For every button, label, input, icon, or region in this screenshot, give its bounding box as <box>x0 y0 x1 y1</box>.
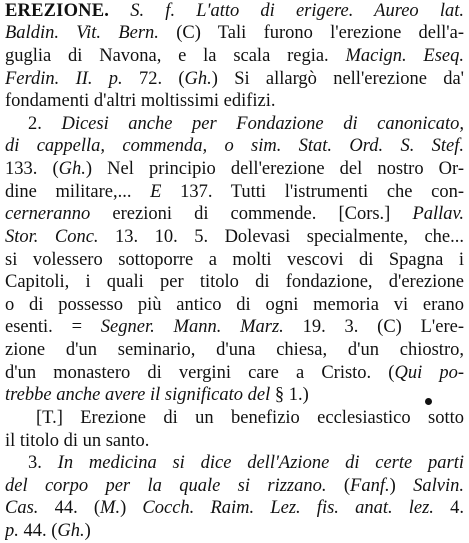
text-line <box>5 293 464 317</box>
text-line <box>5 248 464 272</box>
text-segment: ) Si allargò nell'erezione da' <box>211 69 464 89</box>
italic-text: Macign. Eseq. <box>345 46 464 66</box>
text-segment: § 1.) <box>270 385 309 405</box>
text-segment: d'un monastero di vergini care a Cristo. ( <box>5 363 395 383</box>
text-line <box>5 21 464 45</box>
italic-text: Stor. Conc. <box>5 227 99 247</box>
text-line <box>5 0 464 23</box>
text-line <box>5 429 464 453</box>
text-line <box>5 519 464 543</box>
text-segment: ) <box>84 521 91 541</box>
ink-spot <box>425 398 432 405</box>
italic-text: Gh. <box>57 521 85 541</box>
text-segment: dine militare,... <box>5 182 151 202</box>
text-segment: ) <box>120 498 143 518</box>
text-line <box>5 44 464 68</box>
text-segment: 19. 3. (C) L'ere- <box>283 317 464 337</box>
text-line <box>5 89 464 113</box>
text-line <box>36 406 464 430</box>
italic-text: E <box>150 182 162 202</box>
headword: EREZIONE. <box>5 1 110 21</box>
text-line <box>5 315 464 339</box>
italic-text: Ferdin. II. p. <box>5 69 123 89</box>
text-line <box>5 134 464 158</box>
italic-text: Pallav. <box>412 204 464 224</box>
text-line <box>5 157 464 181</box>
italic-text: cerneranno <box>5 204 91 224</box>
text-segment: ) <box>389 476 414 496</box>
italic-text: Cocch. Raim. Lez. fis. anat. lez. <box>142 498 434 518</box>
italic-text: trebbe anche avere il significato del <box>5 385 271 405</box>
italic-text: Gh. <box>184 69 212 89</box>
italic-text: In medicina si dice dell'Azione di certe parti <box>57 453 464 473</box>
text-segment: esenti. = <box>5 317 101 337</box>
text-segment: 44. ( <box>18 521 58 541</box>
text-segment: 44. ( <box>38 498 101 518</box>
text-line <box>28 112 464 136</box>
italic-text: Gh. <box>58 159 86 179</box>
text-segment: si volessero sottoporre a molti vescovi di Spagna i <box>5 250 464 270</box>
text-segment: 72. ( <box>122 69 185 89</box>
text-line <box>5 202 464 226</box>
text-segment: fondamenti d'altri moltissimi edifizi. <box>5 91 276 111</box>
text-line <box>5 361 464 385</box>
text-segment: 133. ( <box>5 159 59 179</box>
text-segment: ( <box>326 476 351 496</box>
italic-text: p. <box>5 521 19 541</box>
text-line <box>28 451 464 475</box>
italic-text: Dicesi anche per Fondazione di canonicato, <box>61 114 464 134</box>
text-line <box>5 225 464 249</box>
text-line <box>5 474 464 498</box>
text-segment: 137. Tutti l'istrumenti che con- <box>161 182 464 202</box>
text-segment: Capitoli, i quali per titolo di fondazione, d'erezione <box>5 272 464 292</box>
text-line <box>5 496 464 520</box>
italic-text: Segner. Mann. Marz. <box>100 317 284 337</box>
text-segment: (C) Tali furono l'erezione dell'a- <box>158 23 464 43</box>
text-line <box>5 180 464 204</box>
text-segment: o di possesso più antico di ogni memoria vi erano <box>5 295 464 315</box>
text-line <box>5 270 464 294</box>
italic-text: del corpo per la quale si rizzano. <box>5 476 327 496</box>
text-segment <box>109 1 130 21</box>
text-segment: 2. <box>28 114 62 134</box>
text-segment: il titolo di un santo. <box>5 431 150 451</box>
italic-text: Fanf. <box>350 476 390 496</box>
italic-text: Cas. <box>5 498 39 518</box>
text-line <box>5 338 464 362</box>
italic-text: Baldin. Vit. Bern. <box>5 23 159 43</box>
text-segment: 4. <box>433 498 464 518</box>
italic-text: M. <box>100 498 121 518</box>
text-segment: guglia di Navona, e la scala regia. <box>5 46 346 66</box>
italic-text: Salvin. <box>413 476 464 496</box>
text-segment: [T.] Erezione di un benefizio ecclesiastico sotto <box>36 408 464 428</box>
text-line <box>5 67 464 91</box>
italic-text: S. f. L'atto di erigere. Aureo lat. <box>130 1 464 21</box>
text-segment: 3. <box>28 453 58 473</box>
italic-text: di cappella, commenda, o sim. Stat. Ord. S. Stef. <box>5 136 464 156</box>
italic-text: Qui po- <box>394 363 464 383</box>
text-segment: 13. 10. 5. Dolevasi specialmente, che... <box>98 227 464 247</box>
text-segment: zione d'un seminario, d'una chiesa, d'un chiostro, <box>5 340 464 360</box>
text-segment: ) Nel principio dell'erezione del nostro Or- <box>85 159 464 179</box>
text-segment: erezioni di commende. [Cors.] <box>90 204 413 224</box>
text-line <box>5 383 464 407</box>
